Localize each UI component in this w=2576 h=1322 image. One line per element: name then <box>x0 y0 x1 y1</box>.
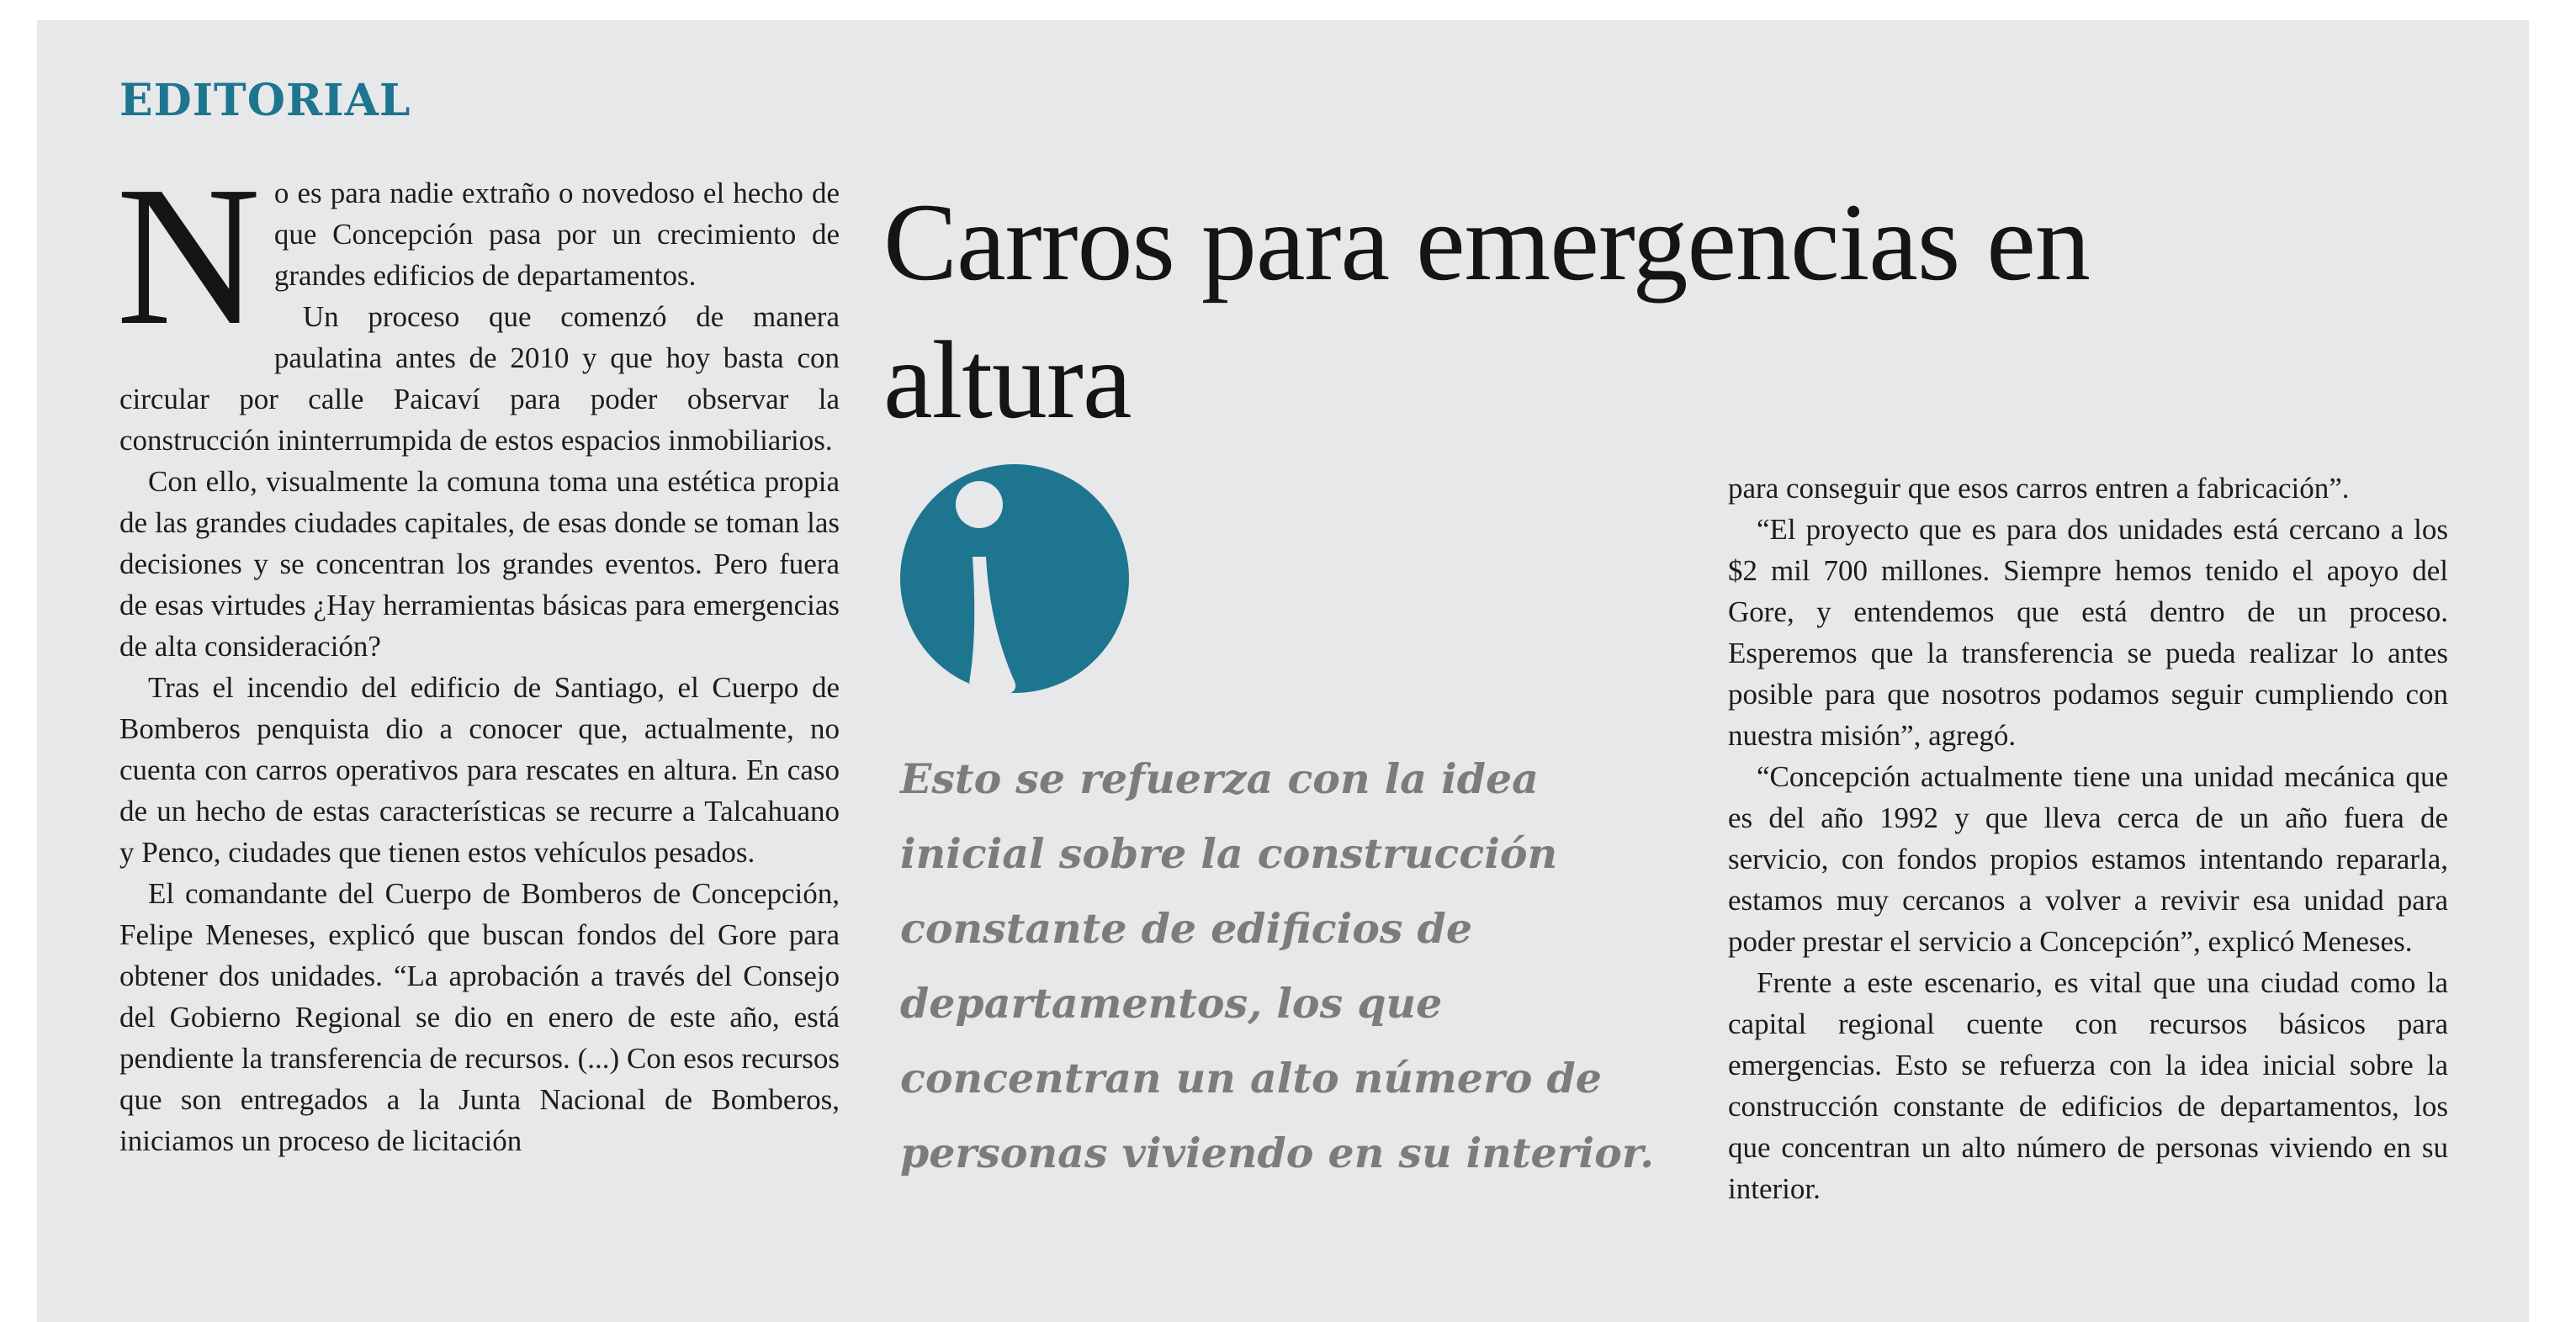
paragraph-1-text: o es para nadie extraño o novedoso el hecho de que Concepción pasa por un crecimiento de grandes edificios de departamentos. <box>273 177 840 292</box>
pull-quote: Esto se refuerza con la idea inicial sobre la construcción constante de edificios de departamentos, los que concentran un alto número de personas viviendo en su interior. <box>900 754 1655 1177</box>
paragraph-7: “El proyecto que es para dos unidades está cercano a los $2 mil 700 millones. Siempre hemos tenido el apoyo del Gore, y entendemos que está dentro de un proceso. Esperemos que la transferencia se pueda realizar lo antes posible para que nosotros podamos seguir cumpliendo con nuestra misión”, agregó. <box>1728 513 2448 752</box>
info-icon <box>898 457 1131 700</box>
info-icon-dot <box>956 481 1003 528</box>
paragraph-2: Un proceso que comenzó de manera paulatina antes de 2010 y que hoy basta con circular por calle Paicaví para poder observar la construcción ininterrumpida de estos espacios inmobiliarios. <box>119 300 840 457</box>
section-label: EDITORIAL <box>119 75 411 126</box>
left-column <box>116 145 840 1161</box>
drop-cap: N <box>116 145 261 367</box>
paragraph-4: Tras el incendio del edificio de Santiago, el Cuerpo de Bomberos penquista dio a conocer que, actualmente, no cuenta con carros operativos para rescates en altura. En caso de un hecho de estas características se recurre a Talcahuano y Penco, ciudades que tienen estos vehículos pesados. <box>119 671 840 869</box>
paragraph-6: para conseguir que esos carros entren a fabricación”. <box>1728 472 2350 505</box>
paragraph-3: Con ello, visualmente la comuna toma una estética propia de las grandes ciudades capitales, de esas donde se toman las decisiones y se concentran los grandes eventos. Pero fuera de esas virtudes ¿Hay herramientas básicas para emergencias de alta consideración? <box>119 465 840 663</box>
paragraph-9: Frente a este escenario, es vital que una ciudad como la capital regional cuente con recursos básicos para emergencias. Esto se refuerza con la idea inicial sobre la construcción constante de edificios de departamentos, los que concentran un alto número de personas viviendo en su interior. <box>1728 966 2448 1205</box>
paragraph-5: El comandante del Cuerpo de Bomberos de Concepción, Felipe Meneses, explicó que buscan fondos del Gore para obtener dos unidades. “La aprobación a través del Consejo del Gobierno Regional se dio en enero de este año, está pendiente la transferencia de recursos. (...) Con esos recursos que son entregados a la Junta Nacional de Bomberos, iniciamos un proceso de licitación <box>119 877 840 1157</box>
headline: Carros para emergencias en altura <box>883 180 2090 442</box>
paragraph-1 <box>116 145 840 367</box>
right-column <box>1728 468 2448 1209</box>
info-icon-circle <box>900 464 1129 693</box>
paragraph-8: “Concepción actualmente tiene una unidad mecánica que es del año 1992 y que lleva cerca de un año fuera de servicio, con fondos propios estamos intentando repararla, estamos muy cercanos a volver a revivir esa unidad para poder prestar el servicio a Concepción”, explicó Meneses. <box>1728 760 2448 958</box>
